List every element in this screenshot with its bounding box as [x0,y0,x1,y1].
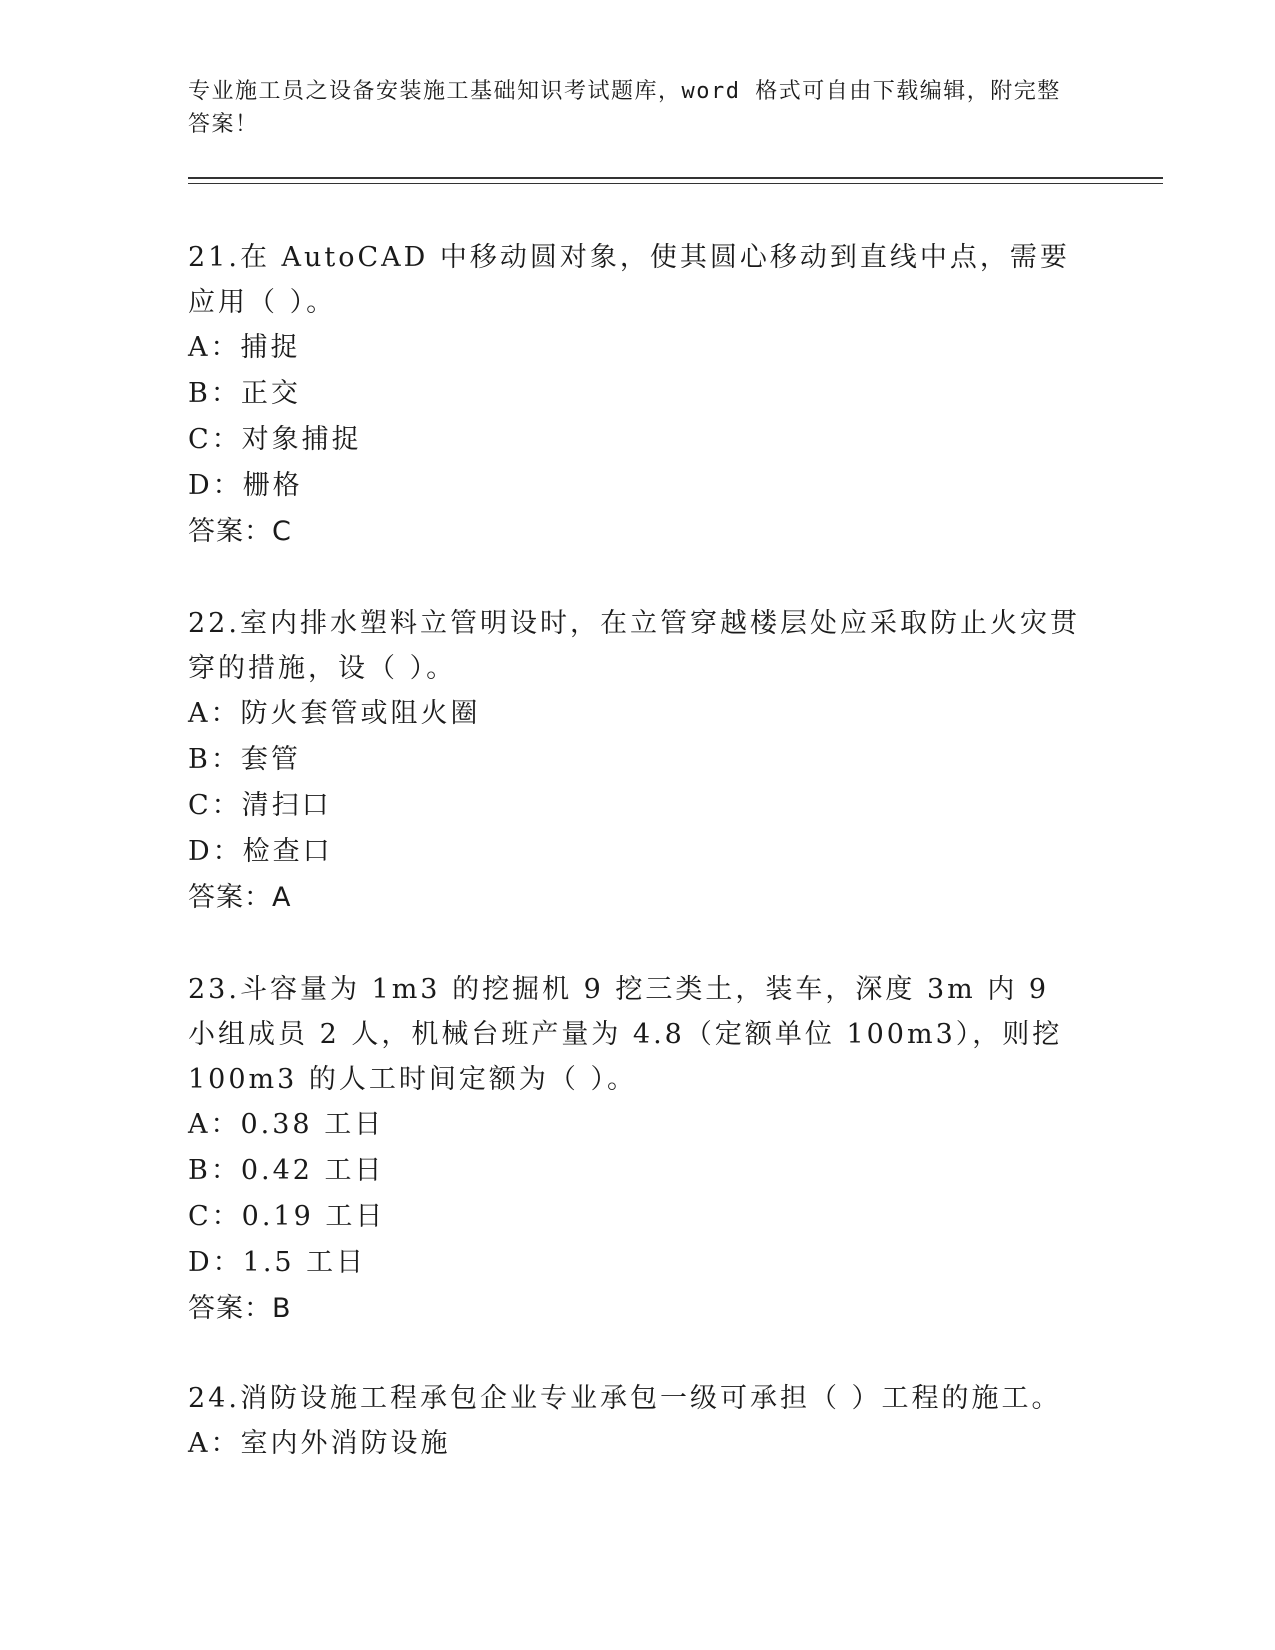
header-divider-thick [188,177,1163,179]
option-a: A：防火套管或阻火圈 [188,698,481,729]
option-c: C：对象捕捉 [188,424,362,455]
question-text: 23.斗容量为 1m3 的挖掘机 9 挖三类土，装车，深度 3m 内 9 小组成员 2 人，机械台班产量为 4.8（定额单位 100m3），则挖 100m3 的人工时间定额为（ ）。 [188,974,1063,1095]
option-a: A：捕捉 [188,332,301,363]
answer-line: 答案：C [188,516,292,547]
option-b: B：套管 [188,744,301,775]
question-21 [188,235,1088,555]
question-text: 21.在 AutoCAD 中移动圆对象，使其圆心移动到直线中点，需要应用（ ）。 [188,242,1070,318]
question-text: 22.室内排水塑料立管明设时，在立管穿越楼层处应采取防止火灾贯穿的措施，设（ ）。 [188,608,1080,684]
option-b: B：0.42 工日 [188,1155,385,1186]
option-c: C：清扫口 [188,790,332,821]
question-23 [188,967,1088,1332]
option-a: A：室内外消防设施 [188,1428,451,1459]
header-divider-thin [188,183,1163,184]
question-text: 24.消防设施工程承包企业专业承包一级可承担（ ）工程的施工。 [188,1383,1062,1414]
answer-line: 答案：B [188,1293,292,1324]
option-d: D：检查口 [188,836,333,867]
document-header: 专业施工员之设备安装施工基础知识考试题库，word 格式可自由下载编辑，附完整答案！ [188,79,1061,137]
option-a: A：0.38 工日 [188,1109,385,1140]
option-b: B：正交 [188,378,301,409]
question-22 [188,601,1088,921]
answer-line: 答案：A [188,882,292,913]
question-24 [188,1376,1088,1467]
option-c: C：0.19 工日 [188,1201,386,1232]
option-d: D：1.5 工日 [188,1247,367,1278]
option-d: D：栅格 [188,470,303,501]
